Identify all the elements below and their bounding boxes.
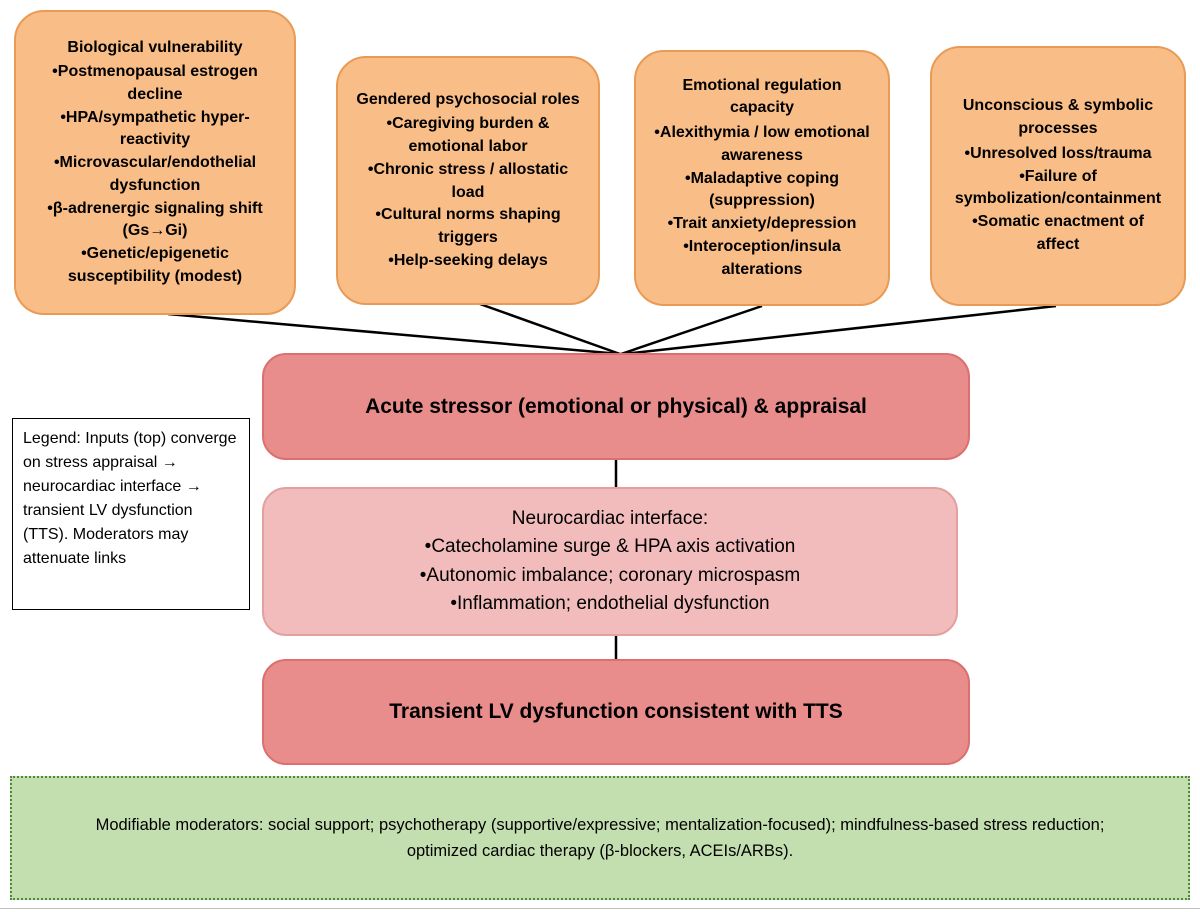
input-box-list xyxy=(356,113,580,272)
moderators-text: Modifiable moderators: social support; psychotherapy (supportive/expressive; mentalization-focused); mindfulness-based stress reduction; optimized cardiac therapy (β-blockers, ACEIs/ARBs). xyxy=(95,815,1105,860)
input-box-list xyxy=(950,143,1166,257)
input-box-title: Gendered psychosocial roles xyxy=(356,90,580,108)
neurocardiac-interface-box xyxy=(262,487,958,636)
bullet-item: • Failure of symbolization/containment xyxy=(950,166,1166,211)
moderators-box xyxy=(10,776,1190,900)
legend-box xyxy=(12,418,250,610)
bullet-item: • Autonomic imbalance; coronary microspasm xyxy=(420,562,800,591)
input-box-emotional-regulation-capacity xyxy=(634,50,890,306)
connector-line-input-2 xyxy=(480,304,620,354)
bullet-item: • Cultural norms shaping triggers xyxy=(356,204,580,249)
bullet-item: • Microvascular/endothelial dysfunction xyxy=(34,152,276,197)
input-box-unconscious-symbolic-processes xyxy=(930,46,1186,306)
bullet-item: • Unresolved loss/trauma xyxy=(950,143,1166,166)
bullet-item: • β-adrenergic signaling shift (Gs→Gi) xyxy=(34,198,276,243)
outcome-label: Transient LV dysfunction consistent with TTS xyxy=(389,700,843,723)
bullet-item: • Maladaptive coping (suppression) xyxy=(654,168,870,213)
input-box-title: Biological vulnerability xyxy=(67,38,243,56)
legend-text: Legend: Inputs (top) converge on stress appraisal → neurocardiac interface → transient LV dysfunction (TTS). Moderators may attenuate links xyxy=(23,430,237,567)
input-box-biological-vulnerability xyxy=(14,10,296,315)
neurocardiac-list xyxy=(420,533,800,619)
connector-line-input-1 xyxy=(168,314,620,354)
bullet-item: • Trait anxiety/depression xyxy=(654,213,870,236)
acute-stressor-label: Acute stressor (emotional or physical) & appraisal xyxy=(365,394,867,418)
bullet-item: • HPA/sympathetic hyper-reactivity xyxy=(34,107,276,152)
neurocardiac-title: Neurocardiac interface: xyxy=(511,507,709,529)
bullet-item: • Postmenopausal estrogen decline xyxy=(34,61,276,106)
bullet-item: • Catecholamine surge & HPA axis activation xyxy=(420,533,800,562)
bullet-item: • Interoception/insula alterations xyxy=(654,236,870,281)
input-box-title: Emotional regulation capacity xyxy=(682,76,842,117)
bullet-item: • Somatic enactment of affect xyxy=(950,211,1166,256)
bullet-item: • Caregiving burden & emotional labor xyxy=(356,113,580,158)
bullet-item: • Inflammation; endothelial dysfunction xyxy=(420,590,800,619)
bullet-item: • Alexithymia / low emotional awareness xyxy=(654,122,870,167)
bullet-item: • Help-seeking delays xyxy=(356,250,580,273)
outcome-box xyxy=(262,659,970,765)
input-box-title: Unconscious & symbolic processes xyxy=(962,97,1154,138)
acute-stressor-box xyxy=(262,353,970,460)
input-box-gendered-psychosocial-roles xyxy=(336,56,600,305)
input-box-list xyxy=(654,122,870,281)
input-box-list xyxy=(34,61,276,288)
bullet-item: • Chronic stress / allostatic load xyxy=(356,159,580,204)
bullet-item: • Genetic/epigenetic susceptibility (modest) xyxy=(34,243,276,288)
